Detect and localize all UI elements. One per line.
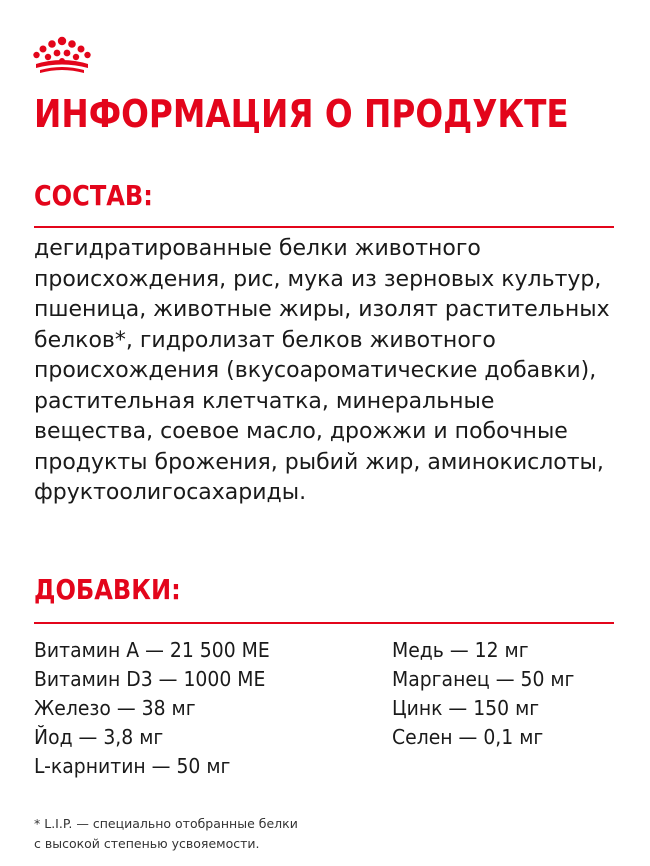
additive-item: Железо — 38 мг <box>34 696 196 720</box>
additive-item: Йод — 3,8 мг <box>34 725 164 749</box>
page-title: ИНФОРМАЦИЯ О ПРОДУКТЕ <box>34 92 569 136</box>
additive-item: Медь — 12 мг <box>392 638 529 662</box>
additive-item: Цинк — 150 мг <box>392 696 540 720</box>
composition-heading: СОСТАВ: <box>34 179 153 212</box>
footnote <box>34 814 298 854</box>
additive-item: Марганец — 50 мг <box>392 667 575 691</box>
additives-list-left <box>34 636 270 781</box>
additive-item: L-карнитин — 50 мг <box>34 754 231 778</box>
additive-item: Витамин D3 — 1000 МЕ <box>34 667 266 691</box>
footnote-line: * L.I.P. — специально отобранные белки <box>34 816 298 831</box>
composition-text: дегидратированные белки животного происхождения, рис, мука из зерновых культур, пшеница, животные жиры, изолят растительных белков*, гидролизат белков животного происхождения (вкусоароматические добавки), растительная клетчатка, минеральные вещества, соевое масло, дрожжи и побочные продукты брожения, рыбий жир, аминокислоты, фруктоолигосахариды. <box>34 236 610 505</box>
additives-heading: ДОБАВКИ: <box>34 573 181 606</box>
composition-divider <box>34 226 614 228</box>
additives-list-right <box>392 636 574 752</box>
additives-divider <box>34 622 614 624</box>
additive-item: Селен — 0,1 мг <box>392 725 544 749</box>
additive-item: Витамин A — 21 500 МЕ <box>34 638 270 662</box>
footnote-line: с высокой степенью усвояемости. <box>34 836 260 851</box>
royal-crown-icon <box>32 36 92 76</box>
